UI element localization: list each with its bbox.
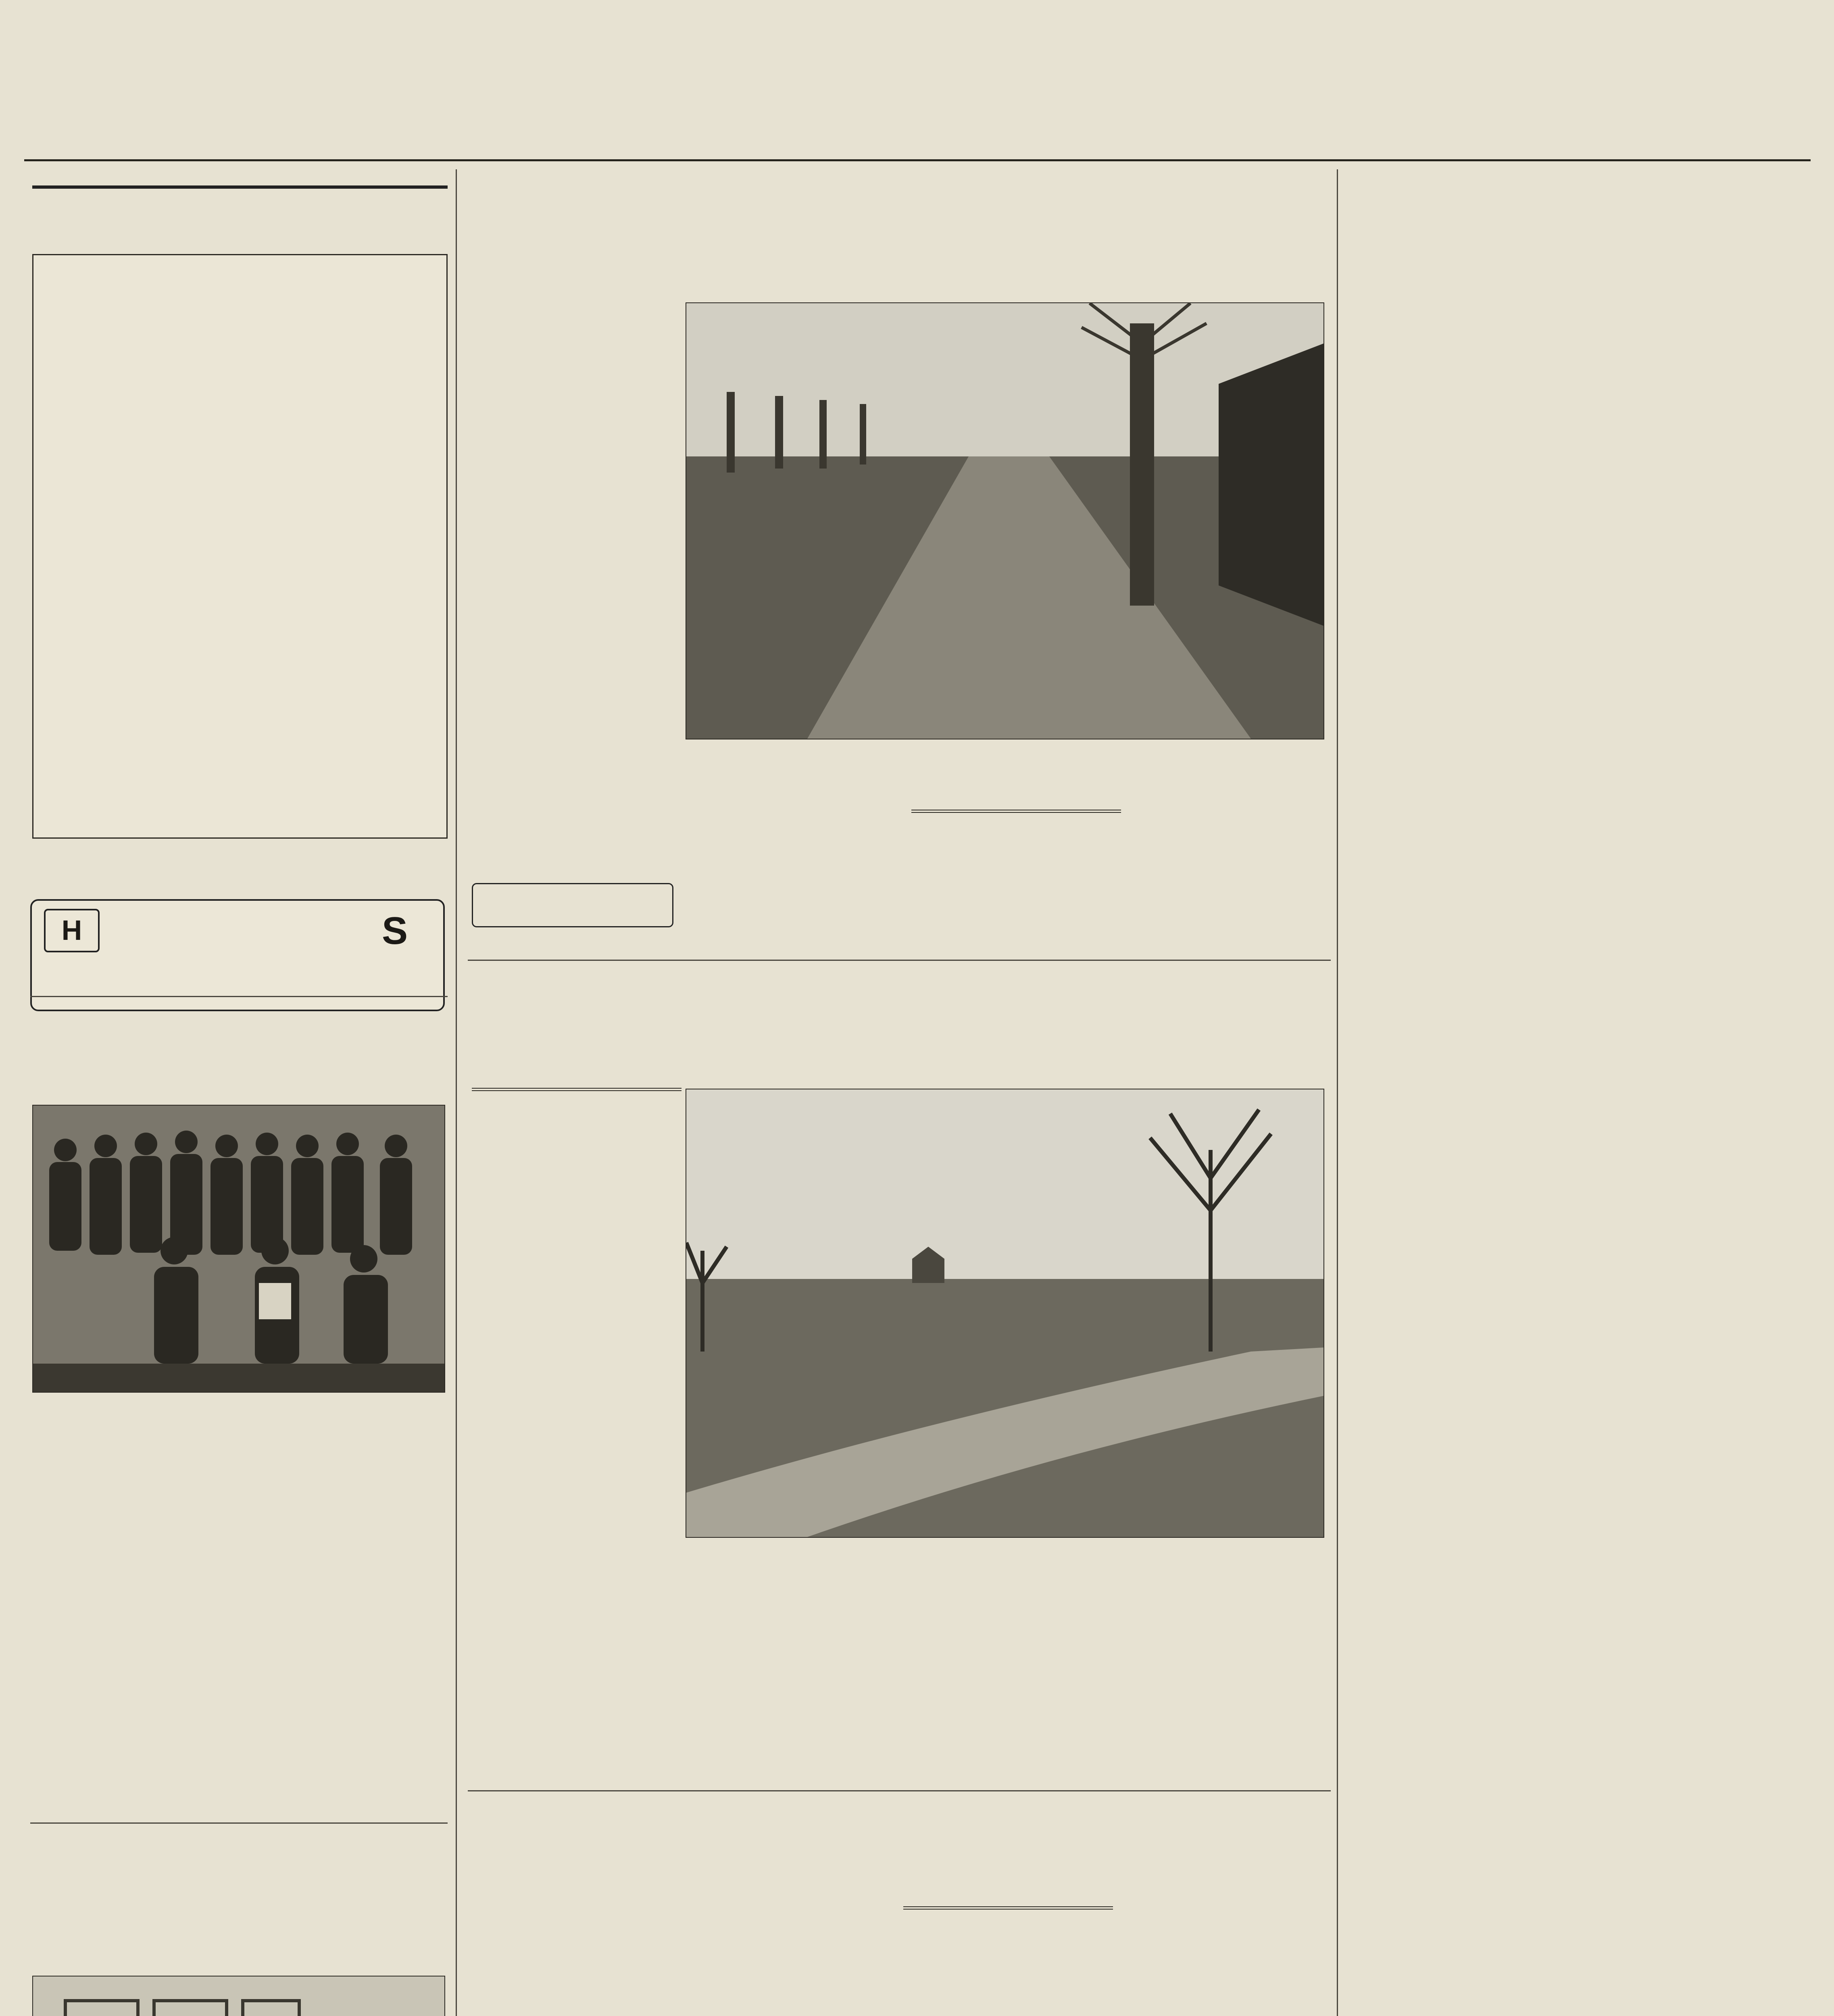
honda-logo-icon: H — [44, 909, 100, 952]
wwf-col2-wrap — [903, 1903, 1113, 1913]
spoor-photo — [686, 302, 1324, 739]
divider-herstel — [468, 1790, 1331, 1791]
suzuki-logo-icon: S — [381, 909, 408, 952]
herstel-photo — [686, 1089, 1324, 1538]
group-people-icon — [33, 1106, 444, 1392]
damme-info-box — [32, 254, 448, 839]
section-damme — [32, 185, 448, 189]
masthead-rule — [24, 159, 1811, 161]
spoor-tail2-wrap — [911, 806, 1121, 816]
damme-motors-ad — [30, 855, 446, 1016]
bruiloft-photo — [32, 1105, 445, 1393]
elke-week-ad — [472, 883, 673, 927]
column-rule-left — [456, 169, 457, 2016]
afvalstoffen-subhead — [472, 1088, 681, 1091]
divider-spoor — [468, 960, 1331, 961]
divider-ad — [30, 996, 448, 997]
verdediging-subhead — [903, 1906, 1113, 1910]
tree-lined-path-icon — [686, 303, 1323, 739]
column-rule-right — [1337, 169, 1338, 2016]
zorgen-photo — [32, 1976, 445, 2016]
divider-bruiloft — [30, 1822, 448, 1824]
belasting-subhead — [911, 810, 1121, 813]
herstel-col1-wrap — [472, 1085, 681, 1094]
country-road-icon — [686, 1089, 1323, 1537]
hospital-room-icon — [33, 1976, 444, 2016]
